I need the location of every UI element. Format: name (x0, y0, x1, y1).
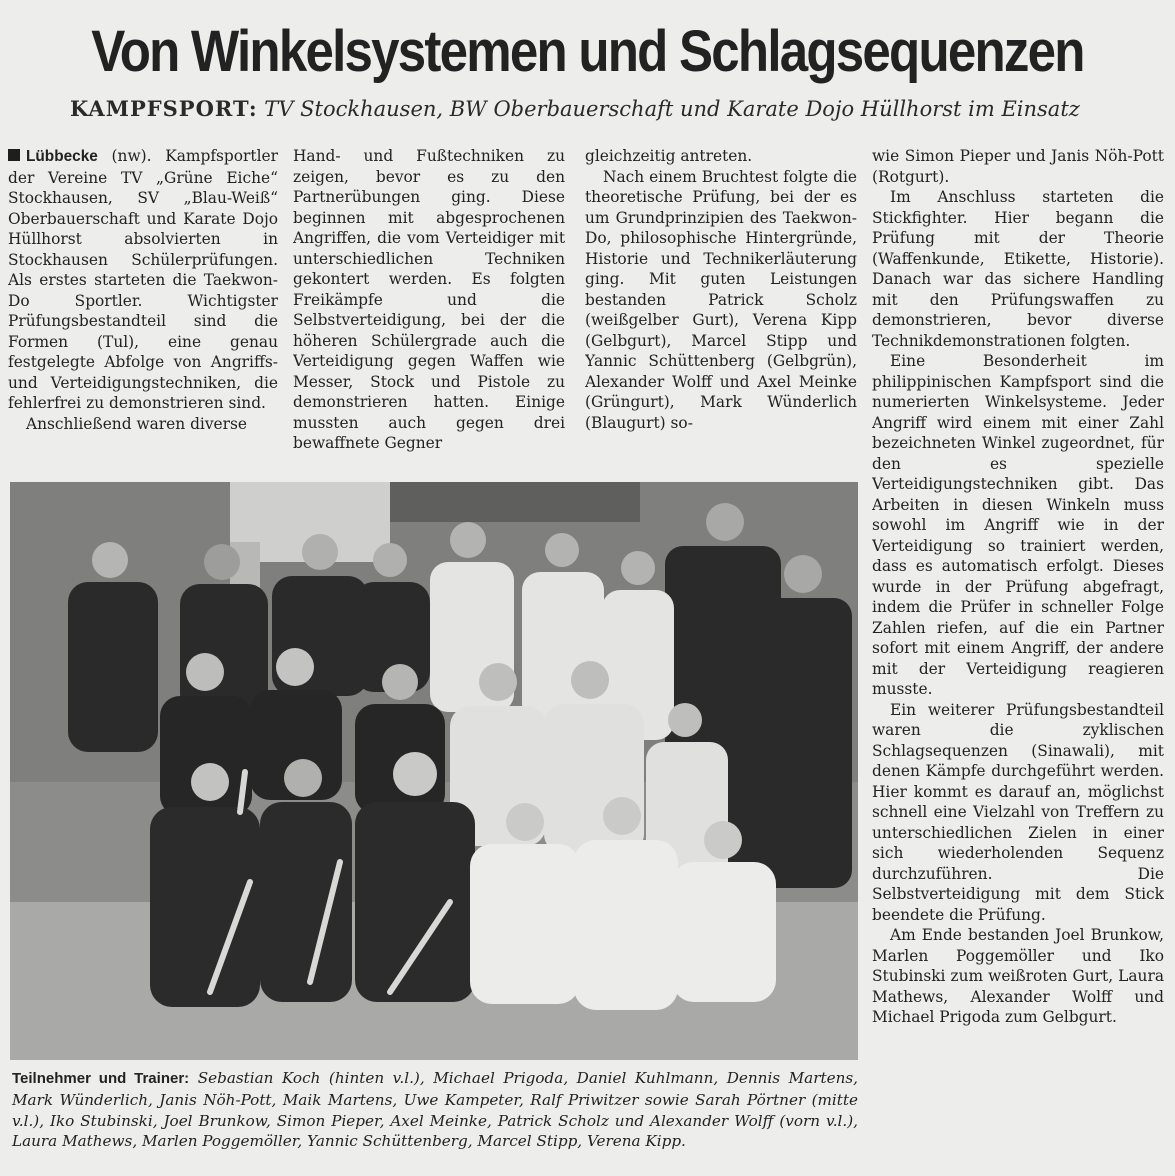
photo-caption (12, 1068, 858, 1152)
caption-label: Teilnehmer und Trainer: (12, 1070, 190, 1087)
column-2-text: Hand- und Fußtechniken zu zeigen, bevor es zu den Partnerübungen ging. Diese beginnen mit abgesprochenen Angriffen, die vom Verteidiger mit unterschiedlichen Techniken gekontert werden. Es folgten Freikämpfe und die Selbstverteidigung, bei der die höheren Schülergrade auch die Verteidigung gegen Waffen wie Messer, Stock und Pistole zu demonstrieren hatten. Einige mussten auch gegen drei bewaffnete Gegner (293, 147, 565, 452)
column-4-paragraph-1: wie Simon Pieper und Janis Nöh-Pott (Rotgurt). (872, 147, 1164, 186)
column-3-paragraph-1: gleichzeitig antreten. (585, 147, 753, 165)
column-4-paragraph-5: Am Ende bestanden Joel Brunkow, Marlen Poggemöller und Iko Stubinski zum weißroten Gurt, Laura Mathews, Alexander Wolff und Michael Prigoda zum Gelbgurt. (872, 926, 1164, 1026)
column-1-text: (nw). Kampfsportler der Vereine TV „Grüne Eiche“ Stockhausen, SV „Blau-Weiß“ Oberbauerschaft und Karate Dojo Hüllhorst absolvierten in Stockhausen Schülerprüfungen. Als erstes starteten die Taekwon-Do Sportler. Wichtigster Prüfungsbestandteil sind die Formen (Tul), eine genau festgelegte Abfolge von Angriffs- und Verteidigungstechniken, die fehlerfrei zu demonstrieren sind. (8, 147, 278, 412)
article-column-1 (8, 146, 278, 464)
column-4-paragraph-3: Eine Besonderheit im philippinischen Kampfsport sind die numerierten Winkelsysteme. Jeder Angriff wird einem mit einer Zahl bezeichneten Winkel zugeordnet, für den es spezielle Verteidigungstechniken gibt. Das Arbeiten in diesen Winkeln muss sowohl im Angriff wie in der Verteidigung so trainiert werden, dass es automatisch erfolgt. Dieses wurde in der Prüfung abgefragt, indem die Prüfer in schneller Folge Zahlen riefen, auf die ein Partner sofort mit einem Angriff, der andere mit der Verteidigung reagieren musste. (872, 352, 1164, 698)
group-photo-illustration (10, 482, 858, 1060)
article-column-3 (585, 146, 857, 464)
caption-text: Sebastian Koch (hinten v.l.), Michael Prigoda, Daniel Kuhlmann, Dennis Martens, Mark Wünderlich, Janis Nöh-Pott, Maik Martens, Uwe Kampeter, Ralf Priwitzer sowie Sarah Pörtner (mitte v.l.), Iko Stubinski, Joel Brunkow, Simon Pieper, Axel Meinke, Patrick Scholz und Alexander Wolff (vorn v.l.), Laura Mathews, Marlen Poggemöller, Yannic Schüttenberg, Marcel Stipp, Verena Kipp. (12, 1069, 858, 1151)
group-photo (10, 482, 858, 1060)
article-column-2 (293, 146, 565, 464)
article-column-4 (872, 146, 1164, 1176)
dateline: Lübbecke (26, 148, 98, 165)
column-4-paragraph-4: Ein weiterer Prüfungsbestandteil waren die zyklischen Schlagsequenzen (Sinawali), mit denen Kämpfe durchgeführt werden. Hier kommt es darauf an, möglichst schnell eine Vielzahl von Treffern zu unterschiedlichen Zielen in einer sich wiederholenden Sequenz durchzuführen. Die Selbstverteidigung mit dem Stick beendete die Prüfung. (872, 700, 1164, 924)
subhead-kicker: KAMPFSPORT: (70, 96, 258, 121)
bullet-square-icon (8, 149, 20, 161)
subheadline (70, 96, 1170, 121)
column-3-paragraph-2: Nach einem Bruchtest folgte die theoretische Prüfung, bei der es um Grundprinzipien des Taekwon-Do, philosophische Hintergründe, Historie und Technikerläuterung ging. Mit guten Leistungen bestanden Patrick Scholz (weißgelber Gurt), Verena Kipp (Gelbgurt), Marcel Stipp und Yannic Schüttenberg (Gelbgrün), Alexander Wolff und Axel Meinke (Grüngurt), Mark Wünderlich (Blaugurt) so- (585, 167, 857, 432)
subhead-teaser: TV Stockhausen, BW Oberbauerschaft und Karate Dojo Hüllhorst im Einsatz (264, 97, 1080, 121)
column-1-paragraph-2: Anschließend waren diverse (26, 414, 248, 433)
column-4-paragraph-2: Im Anschluss starteten die Stickfighter. Hier begann die Prüfung mit der Theorie (Waffenkunde, Etikette, Historie). Danach war das sichere Handling mit den Prüfungswaffen zu demonstrieren, bevor diverse Technikdemonstrationen folgten. (872, 188, 1164, 350)
headline: Von Winkelsystemen und Schlagsequenzen (91, 19, 1084, 84)
